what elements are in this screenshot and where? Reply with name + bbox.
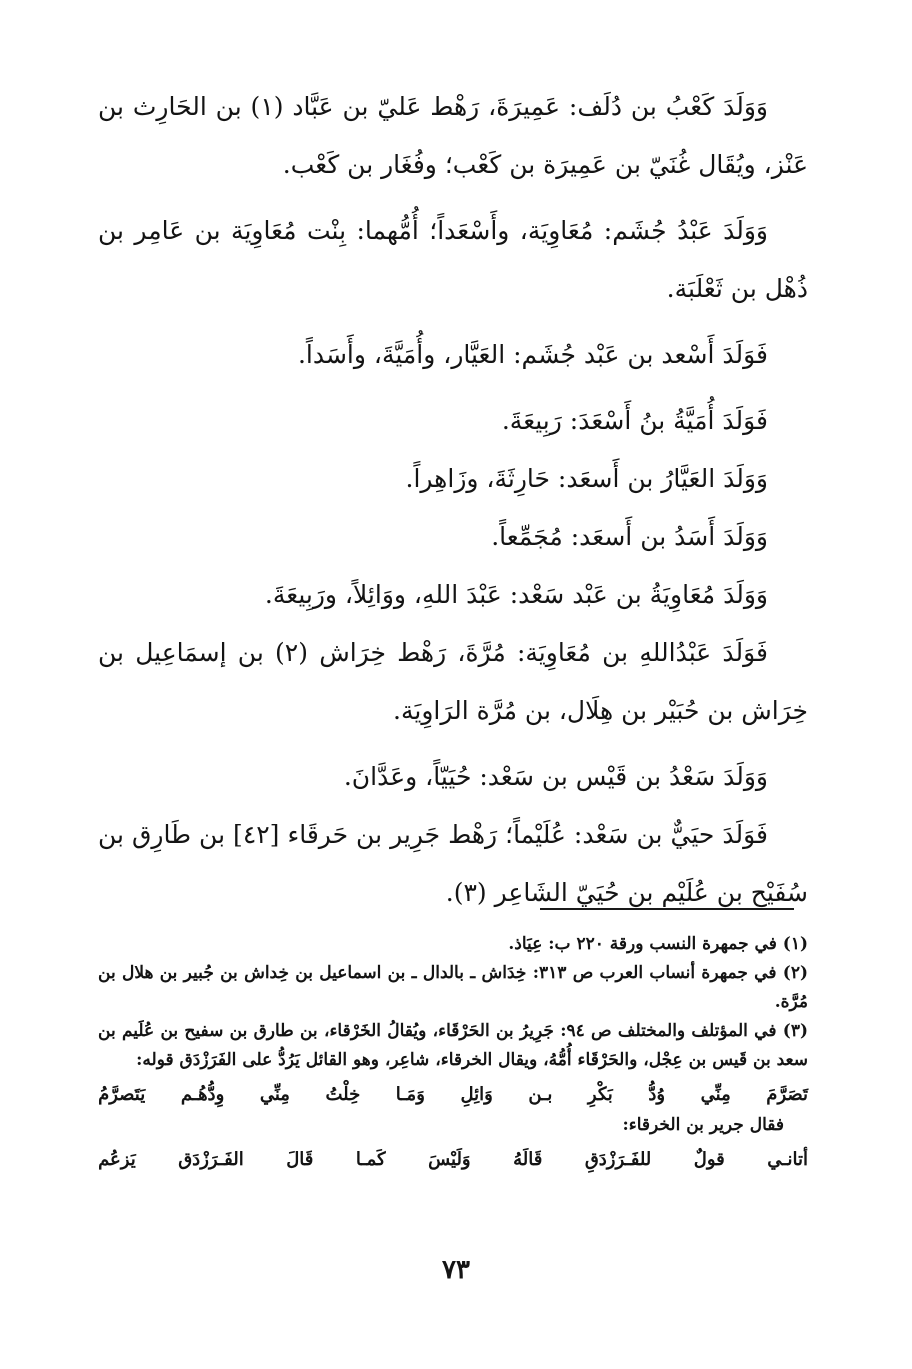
verse-word: كَمـا <box>355 1149 386 1170</box>
verse-word: بَكْرِ <box>587 1084 613 1105</box>
verse-word: قَالَهُ <box>513 1149 543 1170</box>
verse-word: وَائِلِ <box>460 1084 493 1105</box>
paragraph-asad-ibn-abd-jusham: فَوَلَدَ أَسْعد بن عَبْد جُشَم: العَيَّار، وأُمَيَّةَ، وأَسَداً. <box>297 340 768 369</box>
verse-word: خِلْتُ <box>325 1084 361 1105</box>
verse-word: قولٌ <box>693 1149 725 1170</box>
verse-word: مِنِّي <box>700 1084 731 1105</box>
verse-word: للفَـرَزْدَقِ <box>584 1149 652 1170</box>
footnote-3-verse-intro: فقال جرير بن الخرقاء: <box>622 1115 784 1135</box>
footnotes <box>98 930 808 1176</box>
verse-line-1 <box>98 1079 808 1111</box>
footnote-3: (٣) في المؤتلف والمختلف ص ٩٤: جَرِيرُ بن الحَرْقَاء، ويُقالُ الخَرْقاء، بن طارق بن سفيح بن عُلَيم بن سعد بن قَيس بن عِجْل، والحَرْقَاء أُمُّهُ، ويقال الخرقاء، شاعِر، وهو القائل يَرُدُّ على الفَرَزْدَق قوله: <box>98 1021 808 1070</box>
verse-word: وِدُّهُـم <box>180 1084 225 1105</box>
footnote-2: (٢) في جمهرة أنساب العرب ص ٣١٣: خِدَاش ـ بالدال ـ بن اسماعيل بن خِداش بن جُبير بن هلال بن مُرَّة. <box>98 963 808 1012</box>
page-number: ٧٣ <box>442 1255 470 1285</box>
verse-word: وَمَـا <box>395 1084 425 1105</box>
paragraph-huyayy: فَوَلَدَ حيَيٌّ بن سَعْد: عُلَيْماً؛ رَهْط جَرِير بن حَرقَاء [٤٢] بن طَارِق بن سُفَيْح بن عُلَيْم بن حُيَيّ الشَاعِر (٣). <box>98 820 808 907</box>
paragraph-umayya: فَوَلَدَ أُمَيَّةُ بنُ أَسْعَدَ: رَبِيعَةَ. <box>501 406 768 435</box>
verse-word: يَتَصرَّمُ <box>98 1084 146 1105</box>
verse-word: بـن <box>528 1084 553 1105</box>
paragraph-sad-ibn-qays: وَوَلَدَ سَعْدُ بن قَيْس بن سَعْد: حُيَيّاً، وعَدَّانَ. <box>343 762 768 791</box>
paragraph-ayyar: وَوَلَدَ العَيَّارُ بن أَسعَد: حَارِثَةَ، وزَاهِراً. <box>405 464 768 493</box>
paragraph-abd-jusham: وَوَلَدَ عَبْدُ جُشَم: مُعَاوِيَة، وأَسْعَداً؛ أُمُّهما: بِنْت مُعَاوِيَة بن عَامِر بن ذُهْل بن ثَعْلَبَة. <box>98 216 808 303</box>
verse-word: مِنِّي <box>259 1084 290 1105</box>
verse-word: قَالَ <box>286 1149 314 1170</box>
verse-word: يَزعُم <box>98 1149 136 1170</box>
paragraph-abdullah: فَوَلَدَ عَبْدُاللهِ بن مُعَاوِيَة: مُرَّةَ، رَهْط خِرَاش (٢) بن إسمَاعِيل بن خِرَاش بن حُبَيْر بن هِلَال، بن مُرَّة الرَاوِيَة. <box>98 638 808 725</box>
verse-word: أتانـي <box>767 1149 808 1170</box>
verse-word: الفَـرَزْدَق <box>178 1149 244 1170</box>
footnote-1: (١) في جمهرة النسب ورقة ٢٢٠ ب: عِيَاذ. <box>508 934 808 954</box>
paragraph-kab: وَوَلَدَ كَعْبُ بن دُلَف: عَمِيرَةَ، رَهْط عَليّ بن عَبَّاد (١) بن الحَارِث بن عَنْز، ويُقَال غُنَيّ بن عَمِيرَة بن كَعْب؛ وفُغَار بن كَعْب. <box>98 92 808 179</box>
verse-line-2 <box>98 1144 808 1176</box>
footnote-separator <box>540 908 794 910</box>
verse-word: وُدُّ <box>648 1084 666 1105</box>
verse-word: تَصَرَّمَ <box>766 1084 808 1105</box>
paragraph-muawiya: وَوَلَدَ مُعَاوِيَةُ بن عَبْد سَعْد: عَبْدَ اللهِ، ووَائِلاً، ورَبِيعَةَ. <box>264 580 768 609</box>
verse-word: وَلَيْسَ <box>428 1149 471 1170</box>
main-text <box>98 78 808 922</box>
paragraph-asad: وَوَلَدَ أَسَدُ بن أَسعَد: مُجَمِّعاً. <box>491 522 768 551</box>
